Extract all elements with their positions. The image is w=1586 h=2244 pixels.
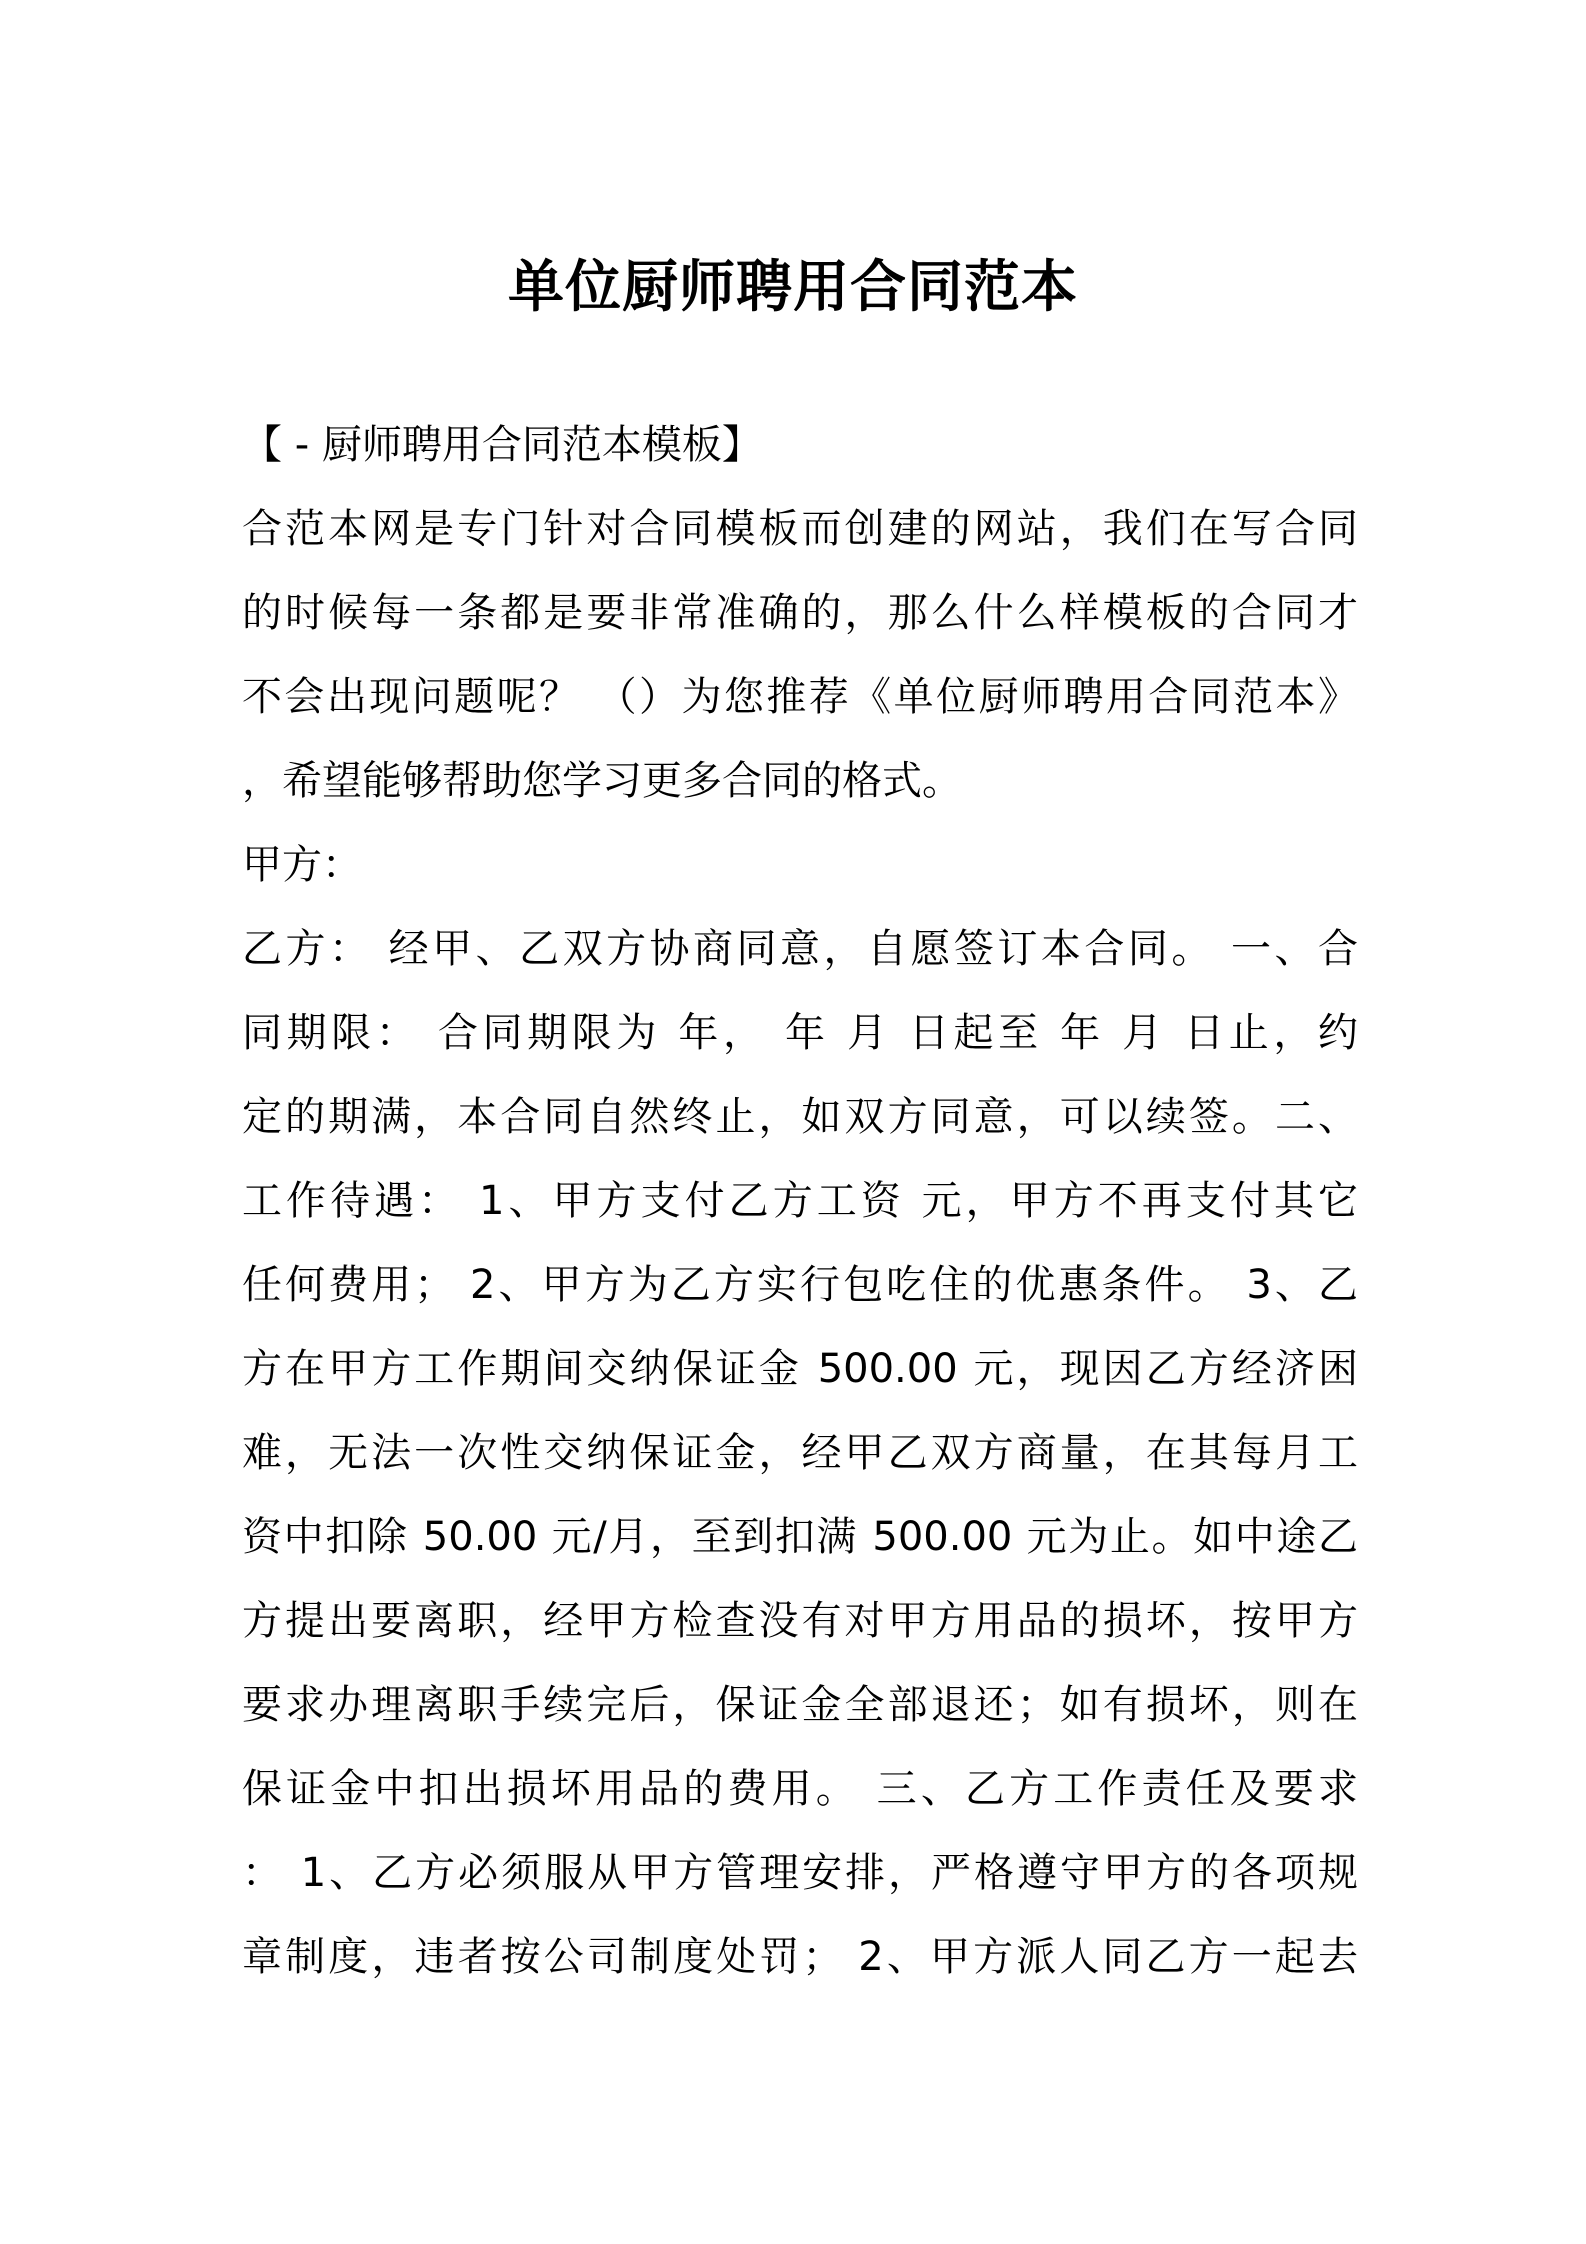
body-line: ，希望能够帮助您学习更多合同的格式。 bbox=[242, 758, 962, 804]
document-body bbox=[242, 403, 1358, 1999]
body-line: 合范本网是专门针对合同模板而创建的网站，我们在写合同 bbox=[242, 506, 1358, 552]
body-line: 甲方： bbox=[242, 842, 362, 888]
body-line: 同期限： 合同期限为 年， 年 月 日起至 年 月 日止，约 bbox=[242, 1010, 1358, 1056]
body-line: 乙方： 经甲、乙双方协商同意，自愿签订本合同。 一、合 bbox=[242, 926, 1358, 972]
body-line: 定的期满，本合同自然终止，如双方同意，可以续签。二、 bbox=[242, 1094, 1358, 1140]
body-line: 的时候每一条都是要非常准确的，那么什么样模板的合同才 bbox=[242, 590, 1358, 636]
document-title: 单位厨师聘用合同范本 bbox=[508, 255, 1078, 320]
body-line: 任何费用； 2、甲方为乙方实行包吃住的优惠条件。 3、乙 bbox=[242, 1262, 1358, 1308]
body-line: 方在甲方工作期间交纳保证金 500.00 元，现因乙方经济困 bbox=[242, 1346, 1358, 1392]
body-line: 资中扣除 50.00 元/月，至到扣满 500.00 元为止。如中途乙 bbox=[242, 1514, 1358, 1560]
body-line: ： 1、乙方必须服从甲方管理安排，严格遵守甲方的各项规 bbox=[242, 1850, 1358, 1896]
body-line: 工作待遇： 1、甲方支付乙方工资 元，甲方不再支付其它 bbox=[242, 1178, 1358, 1224]
body-line: 不会出现问题呢？ （）为您推荐《单位厨师聘用合同范本》 bbox=[242, 674, 1358, 720]
body-line: 要求办理离职手续完后，保证金全部退还；如有损坏，则在 bbox=[242, 1682, 1358, 1728]
body-line: 方提出要离职，经甲方检查没有对甲方用品的损坏，按甲方 bbox=[242, 1598, 1358, 1644]
body-line: 保证金中扣出损坏用品的费用。 三、乙方工作责任及要求 bbox=[242, 1766, 1358, 1812]
body-line: 章制度，违者按公司制度处罚； 2、甲方派人同乙方一起去 bbox=[242, 1934, 1358, 1980]
body-line: 【 - 厨师聘用合同范本模板】 bbox=[242, 422, 762, 468]
body-line: 难，无法一次性交纳保证金，经甲乙双方商量，在其每月工 bbox=[242, 1430, 1358, 1476]
